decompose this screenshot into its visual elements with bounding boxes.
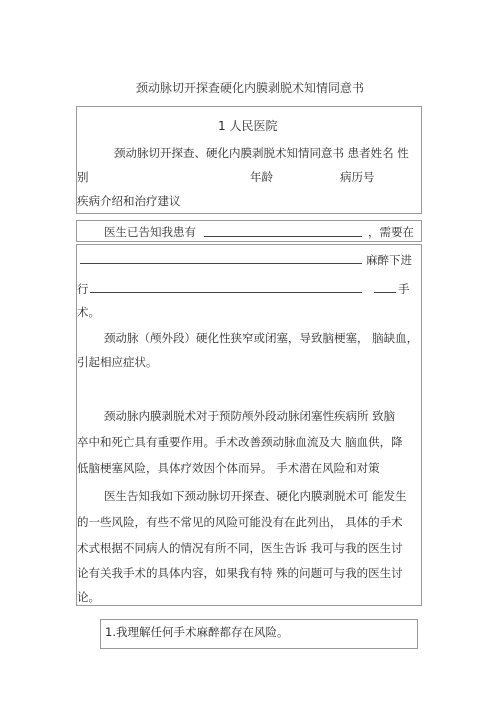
gender-label: 别 [77,170,89,184]
surgery-blank-line-short[interactable] [374,292,396,293]
diagnosis-blank-line[interactable] [204,236,362,237]
informed-prefix: 医生已告知我患有 [104,225,196,239]
surgery-blank-line[interactable] [90,292,362,293]
age-label: 年龄 [250,170,273,184]
risk-item-1: 1.我理解任何手术麻醉都存在风险。 [105,625,289,639]
document-title: 颈动脉切开探查硬化内膜剥脱术知情同意书 [135,81,364,95]
para3-line1: 医生告知我如下颈动脉切开探查、硬化内膜剥脱术可 能发生 [104,489,407,503]
surgery-suffix: 手 [398,282,410,296]
para2-line3: 低脑梗塞风险，具体疗效因个体而异。 手术潜在风险和对策 [77,461,380,475]
surgery-end: 术。 [77,305,100,319]
record-number-label: 病历号 [340,170,375,184]
para3-line5: 论。 [77,590,100,604]
para2-line1: 颈动脉内膜剥脱术对于预防颅外段动脉闭塞性疾病所 致脑 [104,409,396,423]
section-heading-intro: 疾病介绍和治疗建议 [77,194,181,208]
para1-line2: 引起相应症状。 [77,355,158,369]
para3-line2: 的一些风险，有些不常见的风险可能没有在此列出， 具体的手术 [77,515,403,529]
anesthesia-blank-line[interactable] [80,263,362,264]
para3-line3: 术式根据不同病人的情况有所不同，医生告诉 我可与我的医生讨 [77,541,403,555]
need-text: ，需要在 [368,225,414,239]
anesthesia-text: 麻醉下进 [366,253,412,267]
hospital-name: 1 人民医院 [218,119,278,133]
form-header-line: 颈动脉切开探查、硬化内膜剥脱术知情同意书 患者姓名 性 [114,146,409,160]
para2-line2: 卒中和死亡具有重要作用。手术改善颈动脉血流及大 脑血供，降 [77,435,403,449]
para1-line1: 颈动脉（颅外段）硬化性狭窄或闭塞，导致脑梗塞， 脑缺血， [104,331,419,345]
row-prefix: 行 [77,282,89,296]
para3-line4: 论有关我手术的具体内容，如果我有特 殊的问题可与我的医生讨 [77,566,403,580]
